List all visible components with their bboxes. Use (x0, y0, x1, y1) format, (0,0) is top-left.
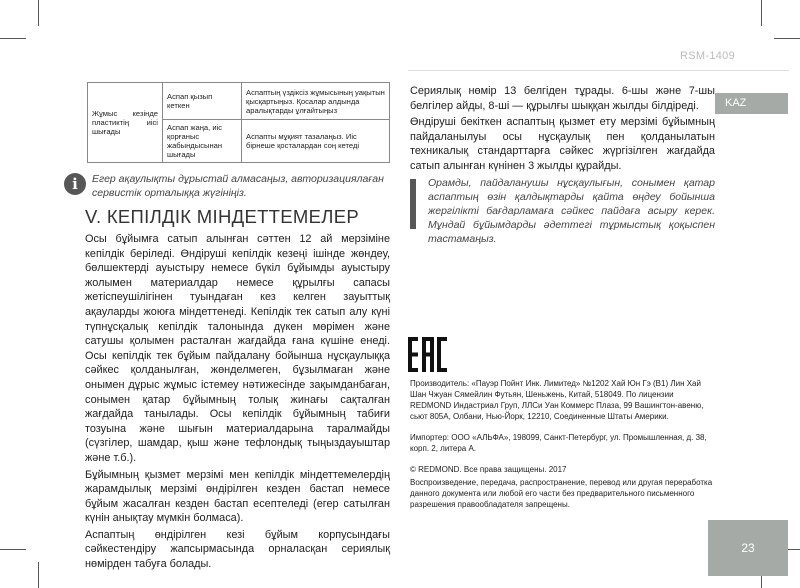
cause-cell: Аспап жаңа, иіс қорғаныс жабындысынан шығады (163, 120, 242, 163)
page-number: 23 (708, 520, 788, 576)
info-icon: i (64, 173, 86, 195)
remedy-cell: Аспаптың үздіксіз жұмысының уақытын қысқартыңыз. Қосалар алдында аралықтарды ұлғайтыңыз (242, 83, 390, 120)
quote-bar (410, 179, 416, 229)
crop-mark (774, 38, 800, 39)
paragraph: Бұйымның қызмет мерзімі мен кепілдік міндеттемелердің жарамдылық мерзімі өндірілген кезден бастап немесе бұйым жасалған кезден бастап есептеледі (егер сатылған күнін анықтау мүмкін болмаса). (85, 468, 390, 525)
copyright: © REDMOND. Все права защищены. 2017 (410, 465, 567, 474)
crop-mark (0, 38, 26, 39)
paragraph: Өндіруші бекіткен аспаптың қызмет ету мерзімі бұйымның пайдаланылуы осы нұсқаулық пен қолданылатын техникалық стандарттарға сәйкес жүргізілген жағдайда сатып алынған күнінен 3 жылды құрайды. (410, 116, 715, 172)
language-tab: KAZ (715, 93, 788, 114)
manufacturer-info: Производитель: «Пауэр Пойнт Инк. Лимитед» №1202 Хай Юн Гэ (В1) Лин Хай Шан Чжуан Сямейлин Футьян, Шеньжень, Китай, 518049. По лицензии REDMOND Индастриал Груп, ЛЛСи Уан Коммерс Плаза, 99 Вашингтон-авеню, сьют 805А, Олбани, Нью-Йорк, 12210, Соединенные Штаты Америки. (410, 379, 704, 421)
crop-mark (38, 0, 39, 26)
header-divider (408, 70, 789, 71)
left-column (85, 232, 390, 574)
remedy-cell: Аспапты мұқият тазалаңыз. Иіс бірнеше қосталардан соң кетеді (242, 120, 390, 163)
crop-mark (761, 0, 762, 26)
troubleshooting-table (87, 82, 390, 163)
section-heading: V. КЕПІЛДІК МІНДЕТТЕМЕЛЕР (85, 206, 359, 227)
disposal-note: Орамды, пайдаланушы нұсқаулығын, сонымен қатар аспаптың өзін қалдықтарды қайта өңдеу бойынша жергілікті бағдарламаға сәйкес пайдаға асыру керек. Мұндай бұйымдарды әдеттегі тұрмыстық қоқыспен тастамаңыз. (428, 177, 715, 245)
cause-cell: Аспап қызып кеткен (163, 83, 242, 120)
paragraph: Сериялық нөмір 13 белгіден тұрады. 6-шы және 7-шы белгілер айды, 8-ші — құрылғы шыққан жылды білдіреді. (410, 85, 715, 112)
info-note: Егер ақаулықты дұрыстай алмасаңыз, авторизациялаған сервистік орталыққа жүгініңіз. (92, 173, 384, 199)
crop-mark (0, 549, 26, 550)
legal-info (410, 378, 716, 520)
crop-mark (38, 562, 39, 588)
paragraph: Аспаптың өндірілген кезі бұйым корпусындағы сәйкестендіру жапсырмасында орналасқан сериялық нөмірден табуға болады. (85, 528, 390, 571)
paragraph: Осы бұйымға сатып алынған сәттен 12 ай мерзіміне кепілдік беріледі. Өндіруші кепілдік кезеңі ішінде жөндеу, бөлшектерді ауыстыру немесе бүкіл бұйымды ауыстыру жолымен материалдар немесе құрылғы сапасы жетіспеушілігінен туындаған кез келген зауыттық ақауларды жоюға міндеттенеді. Кепілдік тек сатып алу күні түпнұсқалық кепілдік талонында дүкен мөрімен және сатушы қолымен расталған жағдайда ғана күшіне енеді. Осы кепілдік тек бұйым пайдалану бойынша нұсқаулыққа сәйкес қолданылған, жөнделмеген, бұзылмаған және онымен дұрыс жұмыс істемеу нәтижесінде зақымданбаған, сонымен қатар бұйымның толық жинағы сақталған жағдайда танылады. Осы кепілдік бұйымның табиғи тозуына және шығын материалдарына таралмайды (сүзгілер, шамдар, қыш және тефлондық тыңыздауыштар және т.б.). (85, 233, 390, 464)
model-number: RSM-1409 (680, 50, 735, 62)
eac-mark-icon (408, 337, 447, 372)
problem-cell: Жұмыс кезінде пластиктің иісі шығады (88, 83, 163, 163)
importer-info: Импортер: ООО «АЛЬФА», 198099, Санкт-Петербург, ул. Промышленная, д. 38, корп. 2, литера А. (410, 433, 707, 453)
right-column (410, 84, 715, 176)
reproduction-notice: Воспроизведение, передача, распространение, перевод или другая переработка данного документа или любой его части без предварительного письменного разрешения правообладателя запрещены. (410, 478, 713, 509)
table-row (88, 83, 390, 120)
